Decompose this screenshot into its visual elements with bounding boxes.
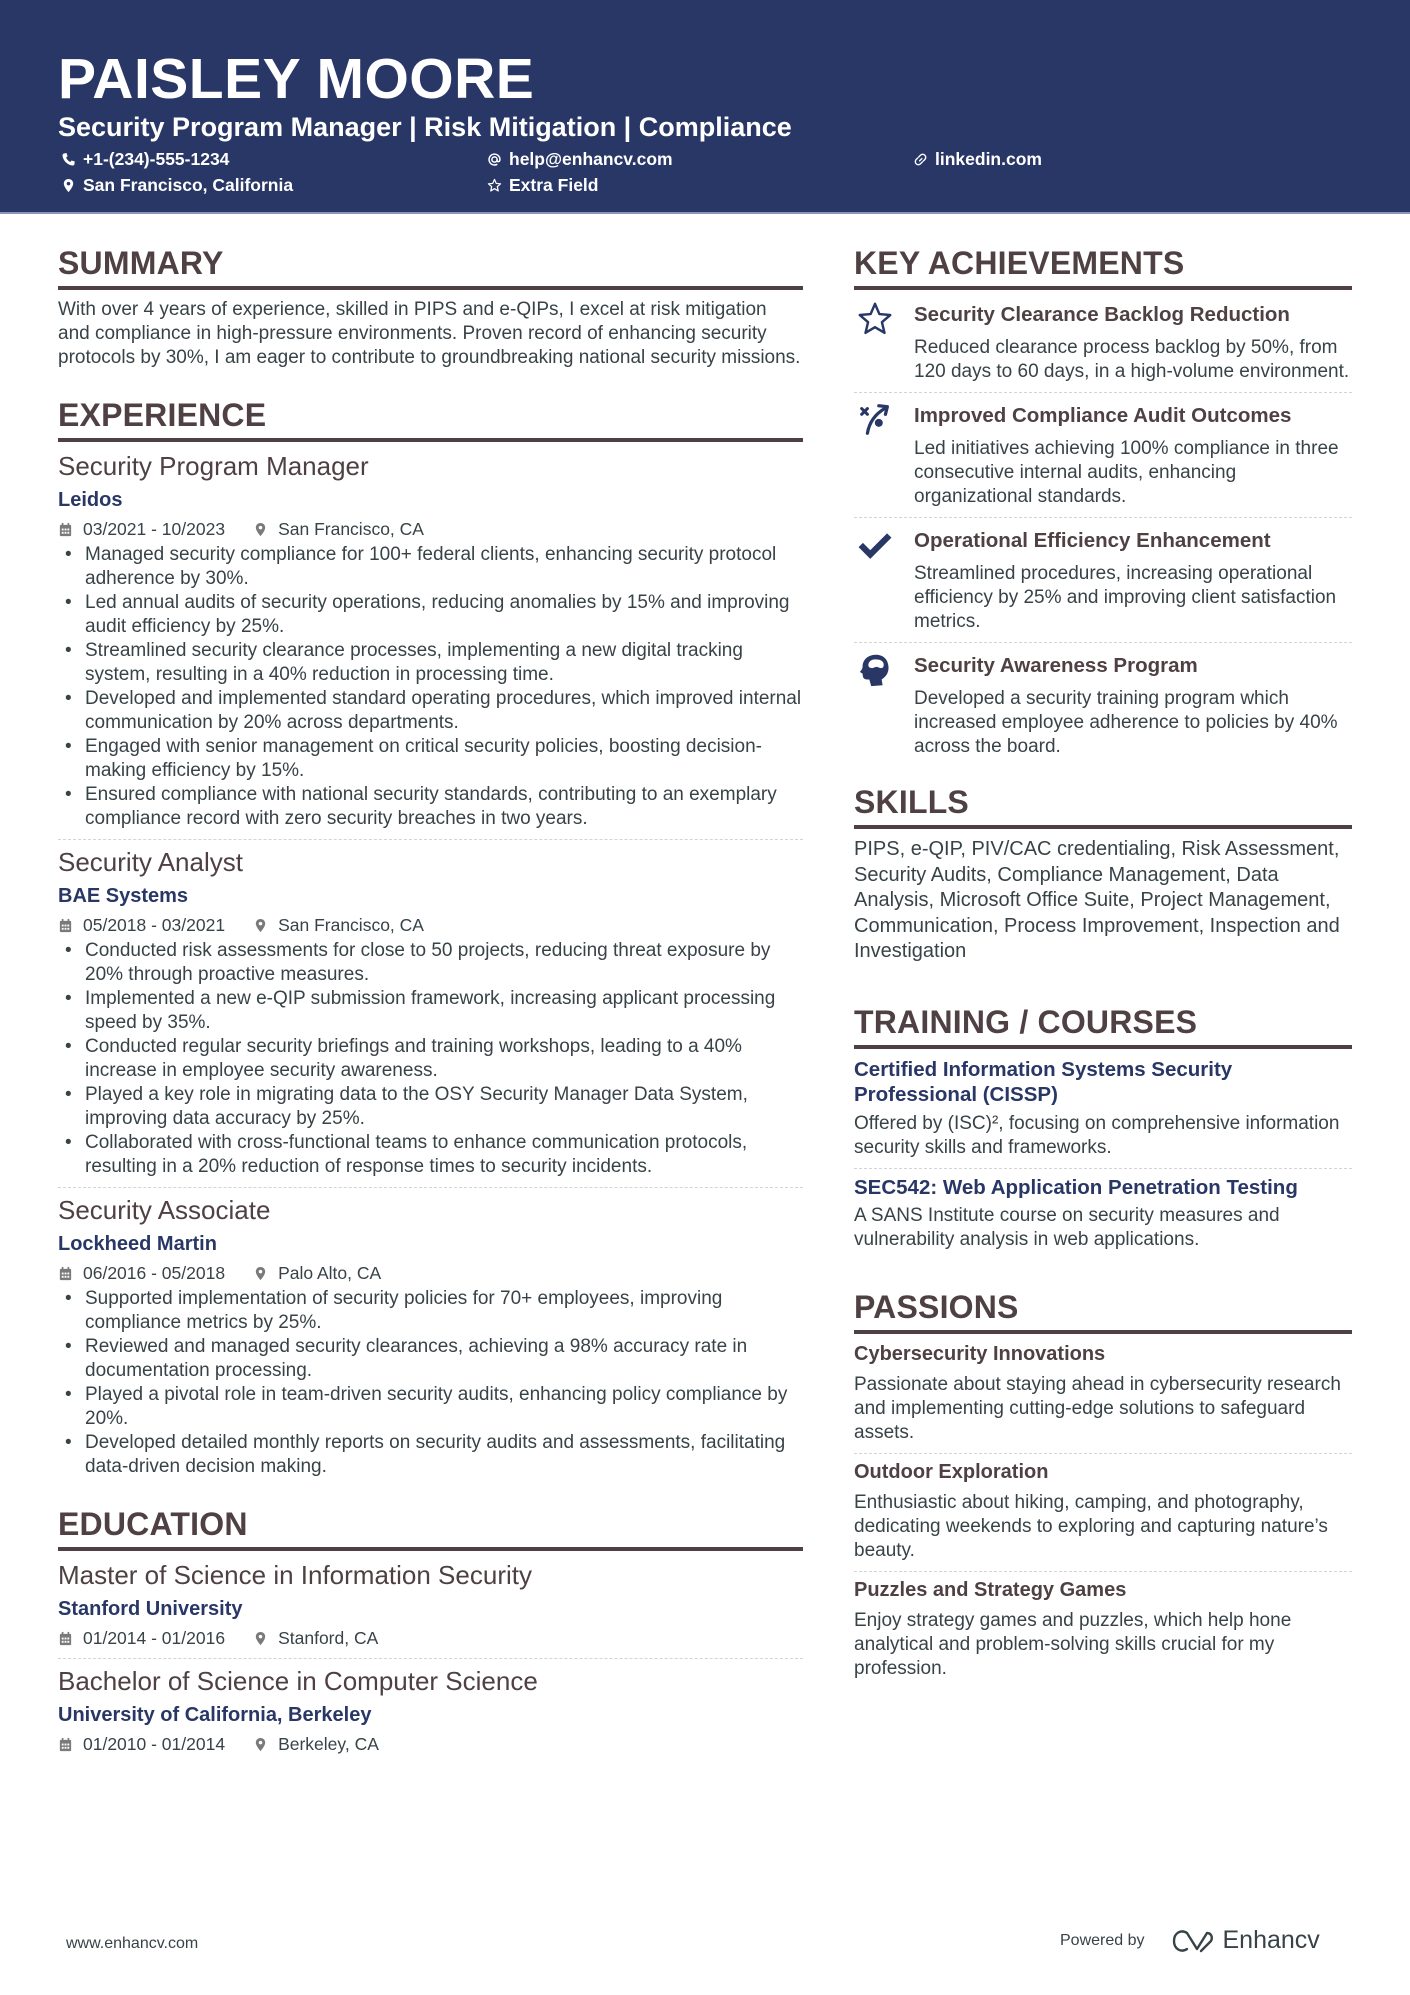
footer-powered-by: [1060, 1926, 1320, 1955]
candidate-headline: Security Program Manager | Risk Mitigation | Compliance: [58, 112, 792, 142]
map-pin-icon: [60, 177, 76, 193]
location-text: San Francisco, California: [83, 175, 294, 195]
bullet-item: • Engaged with senior management on critical security policies, boosting decision-making efficiency by 15%.: [58, 735, 803, 783]
bullet-item: • Developed and implemented standard operating procedures, which improved internal communication by 20% across departments.: [58, 687, 803, 735]
extra-field-text: Extra Field: [509, 175, 599, 195]
job-title: Security Program Manager: [58, 451, 369, 481]
section-divider: [854, 1330, 1352, 1334]
achievement-desc: Streamlined procedures, increasing operational efficiency by 25% and improving client satisfaction metrics.: [914, 563, 1337, 632]
at-icon: [486, 151, 502, 167]
achievements-heading: KEY ACHIEVEMENTS: [854, 245, 1185, 281]
school-name: Stanford University: [58, 1598, 243, 1620]
job-bullets: [58, 939, 803, 1179]
bullet-item: • Collaborated with cross-functional teams to enhance communication protocols, resulting in a 20% reduction of response times to security incidents.: [58, 1131, 803, 1179]
course-desc: Offered by (ISC)², focusing on comprehensive information security skills and frameworks.: [854, 1112, 1340, 1158]
calendar-icon: [58, 917, 74, 933]
education-dates: 01/2014 - 01/2016: [83, 1628, 226, 1648]
bullet-item: • Managed security compliance for 100+ federal clients, enhancing security protocol adherence by 30%.: [58, 543, 803, 591]
summary-heading: SUMMARY: [58, 245, 224, 281]
achievements-section: [854, 244, 1352, 759]
job-meta: [58, 913, 803, 937]
degree-title: Bachelor of Science in Computer Science: [58, 1666, 538, 1696]
bullet-item: • Conducted regular security briefings and training workshops, leading to a 40% increase in employee security awareness.: [58, 1035, 803, 1083]
map-pin-icon: [253, 917, 269, 933]
passion-desc: Passionate about staying ahead in cybersecurity research and implementing cutting-edge solutions to safeguard assets.: [854, 1374, 1341, 1443]
calendar-icon: [58, 521, 74, 537]
email-link[interactable]: help@enhancv.com: [509, 149, 673, 169]
head-brain-icon: [854, 649, 896, 759]
calendar-icon: [58, 1630, 74, 1646]
company-name: BAE Systems: [58, 885, 189, 907]
bullet-item: • Ensured compliance with national security standards, contributing to an exemplary compliance record with zero security breaches in two years.: [58, 783, 803, 831]
contact-phone: [60, 148, 229, 170]
company-name: Leidos: [58, 489, 123, 511]
item-divider: [58, 1187, 803, 1188]
job-bullets: [58, 1287, 803, 1479]
brand-name: Enhancv: [1222, 1926, 1320, 1954]
achievement-item: [854, 399, 1352, 509]
right-column: [854, 244, 1352, 1681]
map-pin-icon: [253, 1736, 269, 1752]
experience-heading: EXPERIENCE: [58, 397, 267, 433]
summary-section: [58, 244, 803, 370]
star-icon: [486, 177, 502, 193]
item-divider: [58, 839, 803, 840]
course-desc: A SANS Institute course on security measures and vulnerability analysis in web applications.: [854, 1205, 1280, 1250]
powered-by-label: Powered by: [1060, 1931, 1145, 1949]
item-divider: [854, 392, 1352, 393]
item-divider: [854, 517, 1352, 518]
bullet-item: • Streamlined security clearance processes, implementing a new digital tracking system, resulting in a 40% reduction in processing time.: [58, 639, 803, 687]
education-meta: [58, 1732, 803, 1756]
education-location: Stanford, CA: [278, 1628, 379, 1648]
job-title: Security Analyst: [58, 847, 243, 877]
job-bullets: [58, 543, 803, 831]
contact-location: [60, 174, 293, 196]
section-divider: [58, 438, 803, 442]
section-divider: [854, 1045, 1352, 1049]
bullet-item: • Led annual audits of security operations, reducing anomalies by 15% and improving audit efficiency by 25%.: [58, 591, 803, 639]
passions-heading: PASSIONS: [854, 1289, 1019, 1325]
item-divider: [854, 1453, 1352, 1454]
achievement-item: [854, 649, 1352, 759]
passion-title: Cybersecurity Innovations: [854, 1343, 1106, 1365]
resume-header: [0, 0, 1410, 214]
education-meta: [58, 1626, 803, 1650]
school-name: University of California, Berkeley: [58, 1704, 372, 1726]
section-divider: [854, 825, 1352, 829]
course-title: Certified Information Systems Security Professional (CISSP): [854, 1057, 1233, 1106]
calendar-icon: [58, 1736, 74, 1752]
bullet-item: • Reviewed and managed security clearances, achieving a 98% accuracy rate in documentation processing.: [58, 1335, 803, 1383]
passion-title: Outdoor Exploration: [854, 1461, 1049, 1483]
passion-desc: Enthusiastic about hiking, camping, and photography, dedicating weekends to exploring and capturing nature’s beauty.: [854, 1492, 1328, 1561]
map-pin-icon: [253, 1630, 269, 1646]
contact-extra: [486, 174, 598, 196]
achievement-desc: Led initiatives achieving 100% compliance in three consecutive internal audits, enhancing organizational standards.: [914, 438, 1339, 507]
job-dates: 05/2018 - 03/2021: [83, 915, 226, 935]
passion-title: Puzzles and Strategy Games: [854, 1579, 1127, 1601]
passion-item: [854, 1578, 1352, 1681]
item-divider: [854, 1571, 1352, 1572]
achievement-title: Security Clearance Backlog Reduction: [914, 303, 1290, 326]
experience-item: [58, 450, 803, 831]
passion-desc: Enjoy strategy games and puzzles, which help hone analytical and problem-solving skills crucial for my profession.: [854, 1610, 1292, 1679]
education-section: [58, 1505, 803, 1756]
bullet-item: • Played a pivotal role in team-driven security audits, enhancing policy compliance by 20%.: [58, 1383, 803, 1431]
experience-item: [58, 846, 803, 1179]
achievement-title: Improved Compliance Audit Outcomes: [914, 404, 1292, 427]
job-meta: [58, 1261, 803, 1285]
phone-text: +1-(234)-555-1234: [83, 149, 230, 169]
job-location: San Francisco, CA: [278, 915, 424, 935]
contact-email[interactable]: [486, 148, 673, 170]
job-location: San Francisco, CA: [278, 519, 424, 539]
education-item: [58, 1665, 803, 1756]
linkedin-link[interactable]: linkedin.com: [935, 149, 1042, 169]
achievement-item: [854, 298, 1352, 384]
passion-item: [854, 1460, 1352, 1563]
company-name: Lockheed Martin: [58, 1233, 217, 1255]
education-location: Berkeley, CA: [278, 1734, 379, 1754]
achievement-desc: Reduced clearance process backlog by 50%, from 120 days to 60 days, in a high-volume environment.: [914, 337, 1350, 382]
job-location: Palo Alto, CA: [278, 1263, 382, 1283]
bullet-item: • Played a key role in migrating data to the OSY Security Manager Data System, improving data accuracy by 25%.: [58, 1083, 803, 1131]
job-dates: 03/2021 - 10/2023: [83, 519, 226, 539]
contact-linkedin[interactable]: [912, 148, 1042, 170]
bullet-item: • Implemented a new e-QIP submission framework, increasing applicant processing speed by 35%.: [58, 987, 803, 1035]
checkmark-icon: [854, 524, 896, 634]
experience-section: [58, 396, 803, 1479]
experience-item: [58, 1194, 803, 1479]
bullet-item: • Conducted risk assessments for close to 50 projects, reducing threat exposure by 20% through proactive measures.: [58, 939, 803, 987]
map-pin-icon: [253, 521, 269, 537]
section-divider: [58, 1547, 803, 1551]
strategy-icon: [854, 399, 896, 509]
phone-icon: [60, 151, 76, 167]
education-item: [58, 1559, 803, 1650]
passion-item: [854, 1342, 1352, 1445]
training-section: [854, 1003, 1352, 1253]
degree-title: Master of Science in Information Security: [58, 1560, 532, 1590]
item-divider: [854, 1168, 1352, 1169]
candidate-name: PAISLEY MOORE: [58, 47, 535, 111]
course-title: SEC542: Web Application Penetration Testing: [854, 1175, 1298, 1199]
item-divider: [854, 642, 1352, 643]
education-dates: 01/2010 - 01/2014: [83, 1734, 226, 1754]
bullet-item: • Supported implementation of security policies for 70+ employees, improving compliance metrics by 25%.: [58, 1287, 803, 1335]
section-divider: [854, 286, 1352, 290]
course-item: [854, 1175, 1352, 1253]
training-heading: TRAINING / COURSES: [854, 1003, 1198, 1040]
bullet-item: • Developed detailed monthly reports on security audits and assessments, facilitating data-driven decision making.: [58, 1431, 803, 1479]
footer-website[interactable]: www.enhancv.com: [66, 1935, 199, 1952]
enhancv-logo-icon: [1171, 1927, 1217, 1955]
achievement-desc: Developed a security training program which increased employee adherence to policies by 40% across the board.: [914, 688, 1338, 757]
job-meta: [58, 517, 803, 541]
calendar-icon: [58, 1265, 74, 1281]
link-icon: [912, 151, 928, 167]
left-column: [58, 244, 803, 1756]
item-divider: [58, 1658, 803, 1659]
skills-heading: SKILLS: [854, 784, 969, 820]
education-heading: EDUCATION: [58, 1506, 248, 1542]
course-item: [854, 1057, 1352, 1160]
skills-section: [854, 783, 1352, 965]
job-dates: 06/2016 - 05/2018: [83, 1263, 226, 1283]
skills-list: PIPS, e-QIP, PIV/CAC credentialing, Risk Assessment, Security Audits, Compliance Management, Data Analysis, Microsoft Office Suite, Project Management, Communication, Process Improvement, Inspection and Investigation: [854, 838, 1340, 962]
achievement-title: Operational Efficiency Enhancement: [914, 529, 1271, 552]
map-pin-icon: [253, 1265, 269, 1281]
enhancv-logo[interactable]: [1171, 1926, 1320, 1955]
achievement-title: Security Awareness Program: [914, 654, 1198, 677]
passions-section: [854, 1288, 1352, 1681]
summary-text: With over 4 years of experience, skilled in PIPS and e-QIPs, I excel at risk mitigation and compliance in high-pressure environments. Proven record of enhancing security protocols by 30%, I am eager to contribute to groundbreaking national security missions.: [58, 299, 801, 368]
section-divider: [58, 286, 803, 290]
job-title: Security Associate: [58, 1195, 271, 1225]
star-outline-icon: [854, 298, 896, 384]
achievement-item: [854, 524, 1352, 634]
